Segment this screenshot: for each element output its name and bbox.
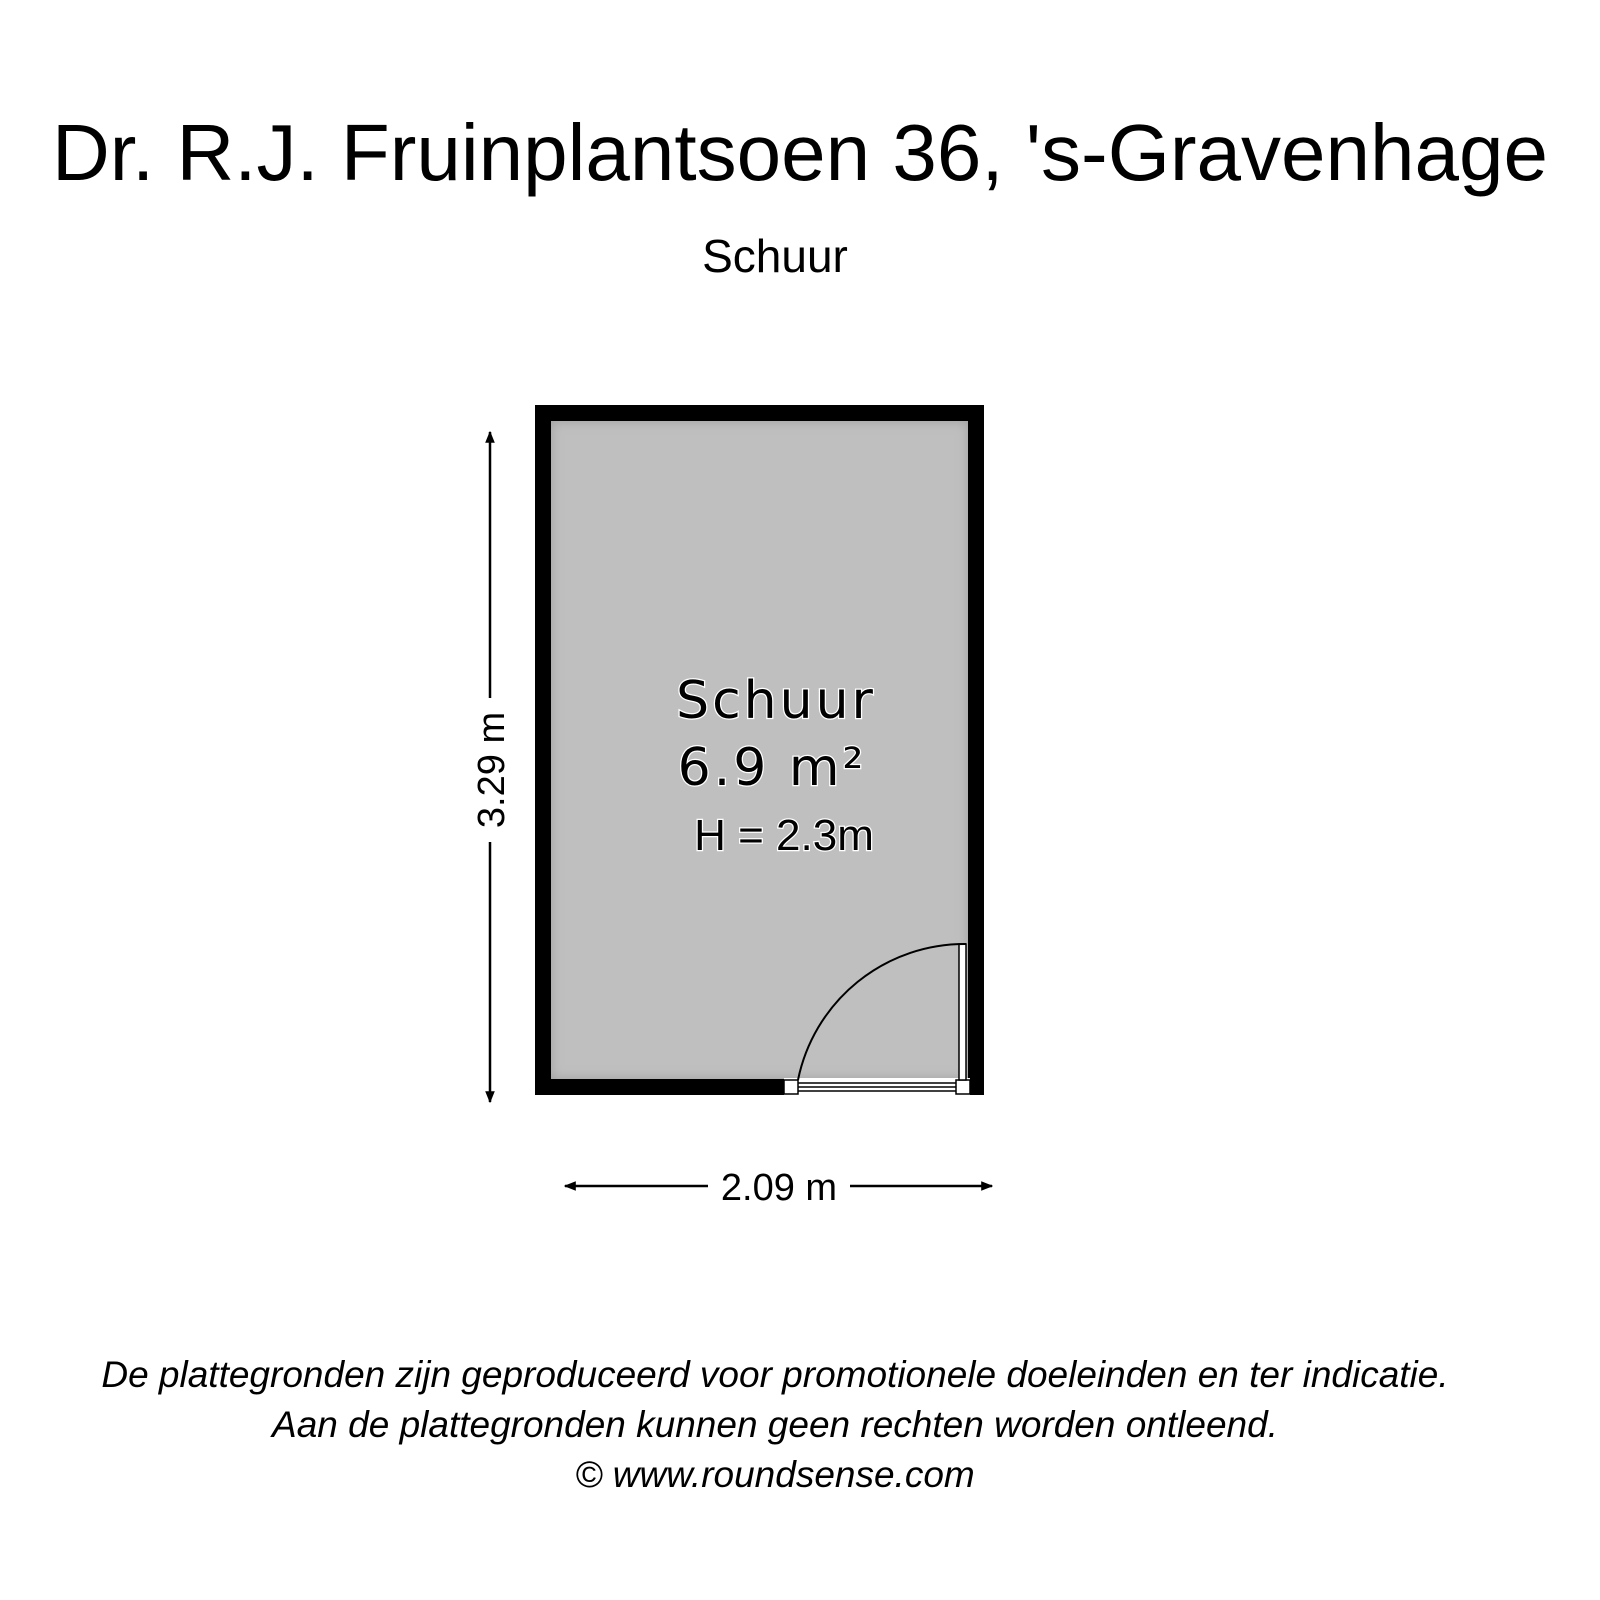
- height-dimension-label: 3.29 m: [471, 711, 513, 829]
- disclaimer-line-2: Aan de plattegronden kunnen geen rechten worden ontleend.: [272, 1404, 1278, 1445]
- room-height: H = 2.3m: [694, 811, 874, 860]
- door-leaf: [959, 944, 966, 1080]
- disclaimer: [0, 1350, 1550, 1500]
- page-subtitle: Schuur: [702, 230, 848, 282]
- disclaimer-line-1: De plattegronden zijn geproduceerd voor promotionele doeleinden en ter indicatie.: [101, 1354, 1449, 1395]
- copyright-link: © www.roundsense.com: [575, 1454, 975, 1495]
- width-dimension: [565, 1167, 992, 1209]
- height-dimension: [471, 432, 513, 1102]
- page-title: Dr. R.J. Fruinplantsoen 36, 's-Gravenhage: [51, 108, 1548, 197]
- width-dimension-label: 2.09 m: [720, 1167, 838, 1209]
- room-area: 6.9 m²: [677, 738, 867, 798]
- room-name: Schuur: [676, 671, 876, 731]
